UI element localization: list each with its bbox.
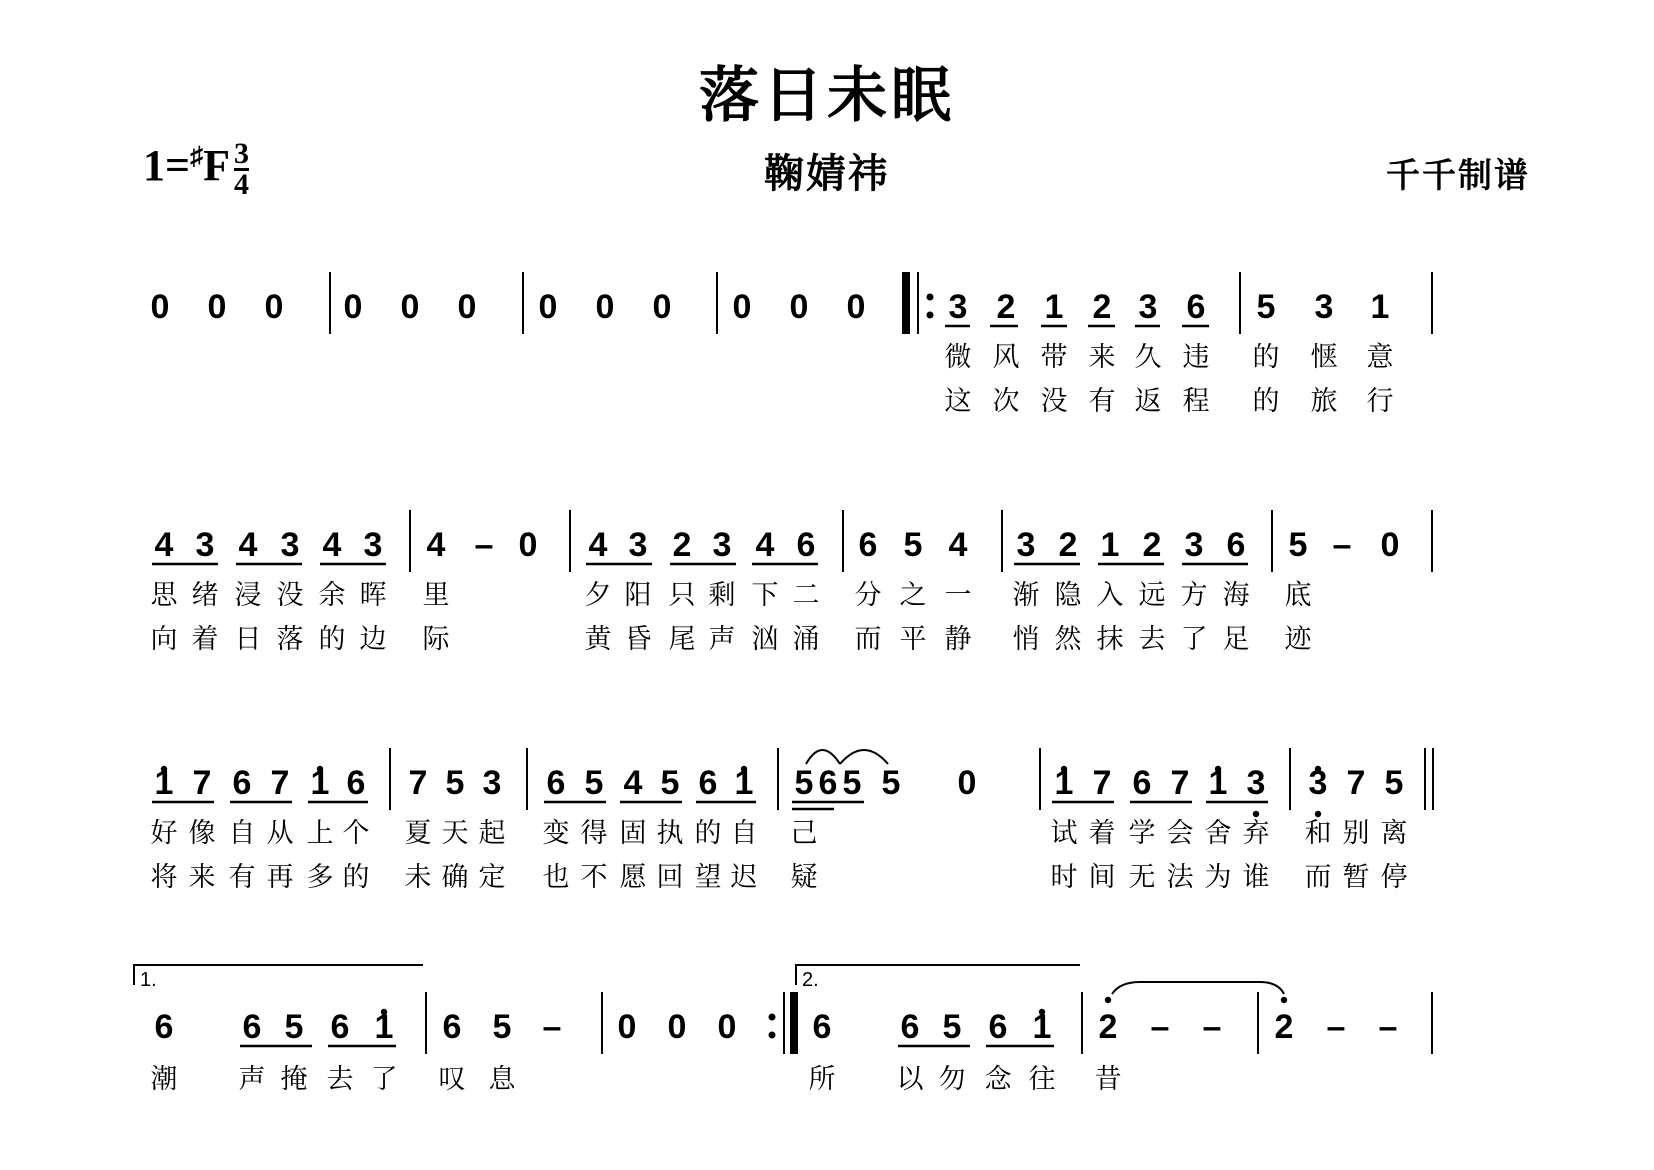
note: 0: [732, 288, 752, 326]
lyric-char: 别: [1342, 818, 1370, 849]
lyric-char: 回: [656, 862, 684, 893]
note: 5: [842, 764, 862, 802]
lyric-char: 像: [188, 818, 216, 849]
lyric-char: 次: [992, 386, 1020, 417]
lyric-char: 天: [441, 818, 469, 849]
note: 1: [310, 764, 330, 802]
note: 3: [1314, 288, 1334, 326]
lyric-char: 再: [266, 862, 294, 893]
lyric-char: 一: [944, 580, 972, 611]
lyric-char: 的: [318, 624, 346, 655]
note: 0: [400, 288, 420, 326]
note: 6: [546, 764, 566, 802]
lyric-char: 潮: [150, 1064, 178, 1095]
lyric-char: 愿: [619, 862, 647, 893]
lyric-char: 时: [1050, 862, 1078, 893]
lyric-char: 思: [150, 580, 178, 611]
lyric-char: 剩: [708, 580, 736, 611]
note: 6: [330, 1008, 350, 1046]
tie-slur: [806, 750, 840, 764]
high-octave-dot: [1105, 997, 1111, 1003]
lyric-char: 平: [899, 624, 927, 655]
note: 7: [1092, 764, 1112, 802]
lyric-char: 不: [580, 862, 608, 893]
lyric-char: 静: [944, 624, 972, 655]
note: 5: [492, 1008, 512, 1046]
lyric-char: 分: [854, 580, 882, 611]
note: 0: [957, 764, 977, 802]
lyric-char: 入: [1096, 580, 1124, 611]
note: 2: [1092, 288, 1112, 326]
lyric-char: 落: [276, 624, 304, 655]
lyric-char: 去: [326, 1064, 354, 1095]
note: 3: [363, 526, 383, 564]
note: –: [1332, 526, 1352, 564]
lyric-char: 来: [1088, 342, 1116, 373]
note: 0: [150, 288, 170, 326]
lyric-char: 将: [150, 862, 178, 893]
note: 6: [1186, 288, 1206, 326]
lyric-char: 际: [422, 624, 450, 655]
note: –: [474, 526, 494, 564]
lyric-char: 好: [150, 818, 178, 849]
note: 1: [734, 764, 754, 802]
note: 3: [280, 526, 300, 564]
note: 5: [445, 764, 465, 802]
lyric-char: 夏: [404, 818, 432, 849]
lyric-char: 未: [404, 862, 432, 893]
lyric-char: 无: [1128, 862, 1156, 893]
note: 0: [667, 1008, 687, 1046]
note: 4: [154, 526, 174, 564]
note: 5: [903, 526, 923, 564]
note: 7: [1346, 764, 1366, 802]
lyric-char: 的: [694, 818, 722, 849]
note: 7: [270, 764, 290, 802]
note: 4: [238, 526, 258, 564]
note: 3: [948, 288, 968, 326]
lyric-char: 然: [1054, 624, 1082, 655]
lyric-char: 声: [708, 624, 736, 655]
lyric-char: 带: [1040, 342, 1068, 373]
lyric-char: 起: [478, 818, 506, 849]
lyric-char: 黄: [584, 624, 612, 655]
note: 0: [617, 1008, 637, 1046]
lyric-char: 微: [944, 342, 972, 373]
lyric-char: 这: [944, 386, 972, 417]
lyric-char: 念: [984, 1064, 1012, 1095]
lyric-char: 从: [266, 818, 294, 849]
note: 5: [284, 1008, 304, 1046]
note: 3: [1184, 526, 1204, 564]
lyric-char: 只: [668, 580, 696, 611]
lyric-char: 和: [1304, 818, 1332, 849]
note: 4: [426, 526, 446, 564]
lyric-char: 足: [1222, 624, 1250, 655]
lyric-char: 着: [191, 624, 219, 655]
lyric-char: 执: [656, 818, 684, 849]
note: 5: [1288, 526, 1308, 564]
lyric-char: 余: [318, 580, 346, 611]
lyric-char: 有: [228, 862, 256, 893]
lyric-char: 而: [854, 624, 882, 655]
note: 0: [789, 288, 809, 326]
lyric-char: 没: [1040, 386, 1068, 417]
volta-label-2: 2.: [802, 969, 819, 991]
lyric-char: 固: [619, 818, 647, 849]
note: –: [1202, 1008, 1222, 1046]
lyric-char: 自: [730, 818, 758, 849]
singer-name: 鞠婧祎: [764, 151, 890, 197]
note: 5: [1384, 764, 1404, 802]
lyric-char: 望: [694, 862, 722, 893]
lyric-char: 多: [306, 862, 334, 893]
lyric-char: 没: [276, 580, 304, 611]
lyric-char: 之: [899, 580, 927, 611]
lyric-char: 得: [580, 818, 608, 849]
lyric-char: 了: [370, 1064, 398, 1095]
lyric-char: 违: [1182, 342, 1210, 373]
note: 5: [584, 764, 604, 802]
lyric-char: 以: [896, 1064, 924, 1095]
note: 6: [812, 1008, 832, 1046]
lyric-char: 远: [1138, 580, 1166, 611]
note: 2: [672, 526, 692, 564]
note: 3: [1246, 764, 1266, 802]
lyric-char: 渐: [1012, 580, 1040, 611]
low-octave-dot: [1253, 811, 1259, 817]
lyric-char: 定: [478, 862, 506, 893]
note: 2: [1142, 526, 1162, 564]
lyric-char: 为: [1204, 862, 1232, 893]
lyric-char: 抹: [1096, 624, 1124, 655]
lyric-char: 也: [542, 862, 570, 893]
lyric-char: 汹: [751, 624, 779, 655]
lyric-char: 有: [1088, 386, 1116, 417]
lyric-char: 方: [1180, 580, 1208, 611]
lyric-char: 昏: [624, 624, 652, 655]
note: 1: [154, 764, 174, 802]
lyric-char: 着: [1088, 818, 1116, 849]
key-prefix: 1=: [143, 141, 191, 190]
note: –: [1378, 1008, 1398, 1046]
lyric-char: 涌: [792, 624, 820, 655]
note: 0: [538, 288, 558, 326]
lyric-char: 疑: [790, 862, 818, 893]
note: 2: [996, 288, 1016, 326]
volta-label-1: 1.: [140, 969, 157, 991]
note: 7: [192, 764, 212, 802]
note: –: [542, 1008, 562, 1046]
lyric-char: 学: [1128, 818, 1156, 849]
lyric-char: 离: [1380, 818, 1408, 849]
note: 3: [1138, 288, 1158, 326]
lyric-char: 旅: [1310, 386, 1338, 417]
time-denominator: 4: [233, 168, 249, 202]
lyric-char: 的: [1252, 342, 1280, 373]
note: 1: [1044, 288, 1064, 326]
note: 4: [948, 526, 968, 564]
note: 1: [1054, 764, 1074, 802]
lyric-char: 暂: [1342, 862, 1370, 893]
note: 1: [1032, 1008, 1052, 1046]
lyric-char: 久: [1134, 342, 1162, 373]
note: 3: [195, 526, 215, 564]
lyric-char: 行: [1366, 386, 1394, 417]
high-octave-dot: [1281, 997, 1287, 1003]
note: 5: [660, 764, 680, 802]
lyric-char: 了: [1180, 624, 1208, 655]
note: 2: [1274, 1008, 1294, 1046]
note: 0: [343, 288, 363, 326]
lyric-char: 阳: [624, 580, 652, 611]
lyric-char: 浸: [234, 580, 262, 611]
lyric-char: 迹: [1284, 624, 1312, 655]
lyric-char: 返: [1134, 386, 1162, 417]
lyric-char: 夕: [584, 580, 612, 611]
lyric-char: 日: [234, 624, 262, 655]
note: 6: [154, 1008, 174, 1046]
lyric-char: 叹: [438, 1064, 466, 1095]
tie-slur: [840, 750, 888, 764]
note: 6: [698, 764, 718, 802]
lyric-char: 悄: [1012, 624, 1040, 655]
lyric-char: 边: [359, 624, 387, 655]
lyric-char: 程: [1182, 386, 1210, 417]
note: 0: [264, 288, 284, 326]
lyric-char: 自: [228, 818, 256, 849]
note: 3: [628, 526, 648, 564]
note: 1: [1370, 288, 1390, 326]
volta-bracket-2: [796, 965, 1080, 985]
note: 3: [1308, 764, 1328, 802]
note: 1: [374, 1008, 394, 1046]
lyric-char: 尾: [668, 624, 696, 655]
lyric-char: 上: [306, 818, 334, 849]
note: 6: [900, 1008, 920, 1046]
lyric-char: 下: [751, 580, 779, 611]
note: 0: [457, 288, 477, 326]
key-letter: F: [203, 141, 230, 190]
lyric-char: 风: [992, 342, 1020, 373]
note: 0: [846, 288, 866, 326]
note: 5: [881, 764, 901, 802]
lyric-char: 间: [1088, 862, 1116, 893]
note: 5: [794, 764, 814, 802]
note: 2: [1058, 526, 1078, 564]
note: 2: [1098, 1008, 1118, 1046]
note: 3: [482, 764, 502, 802]
lyric-char: 昔: [1094, 1064, 1122, 1095]
lyric-char: 勿: [938, 1064, 966, 1095]
repeat-dot: [769, 1032, 776, 1039]
note: 4: [623, 764, 643, 802]
lyric-char: 隐: [1054, 580, 1082, 611]
lyric-char: 谁: [1242, 862, 1270, 893]
note: 6: [442, 1008, 462, 1046]
repeat-dot: [769, 1014, 776, 1021]
lyric-char: 去: [1138, 624, 1166, 655]
lyric-char: 底: [1284, 580, 1312, 611]
repeat-dot: [927, 294, 934, 301]
lyric-char: 的: [1252, 386, 1280, 417]
note: 6: [796, 526, 816, 564]
lyric-char: 晖: [359, 580, 387, 611]
note: –: [1150, 1008, 1170, 1046]
arranger-credit: 千千制谱: [1386, 156, 1530, 196]
repeat-dot: [927, 312, 934, 319]
lyric-char: 试: [1050, 818, 1078, 849]
lyric-char: 向: [150, 624, 178, 655]
note: 5: [942, 1008, 962, 1046]
note: 0: [518, 526, 538, 564]
lyric-char: 己: [790, 818, 818, 849]
note: 6: [858, 526, 878, 564]
lyric-char: 里: [422, 580, 450, 611]
lyric-char: 弃: [1242, 818, 1270, 849]
note: 6: [242, 1008, 262, 1046]
lyric-char: 而: [1304, 862, 1332, 893]
lyric-char: 二: [792, 580, 820, 611]
note: 5: [1256, 288, 1276, 326]
note: 0: [717, 1008, 737, 1046]
lyric-char: 惬: [1310, 342, 1338, 373]
lyric-char: 所: [808, 1064, 836, 1095]
note: 4: [588, 526, 608, 564]
note: 6: [1226, 526, 1246, 564]
note: 1: [1208, 764, 1228, 802]
note: 4: [322, 526, 342, 564]
lyric-char: 变: [542, 818, 570, 849]
lyric-char: 海: [1222, 580, 1250, 611]
note: 6: [346, 764, 366, 802]
note: 6: [988, 1008, 1008, 1046]
note: 0: [207, 288, 227, 326]
note: 0: [595, 288, 615, 326]
lyric-char: 停: [1380, 862, 1408, 893]
note: 6: [1132, 764, 1152, 802]
lyric-char: 确: [441, 862, 469, 893]
lyric-char: 的: [342, 862, 370, 893]
sharp-symbol: ♯: [190, 141, 204, 171]
volta-bracket-1: [134, 965, 423, 985]
lyric-char: 来: [188, 862, 216, 893]
lyric-char: 舍: [1204, 818, 1232, 849]
lyric-char: 意: [1366, 342, 1394, 373]
song-title: 落日未眠: [699, 61, 955, 131]
lyric-char: 掩: [280, 1064, 308, 1095]
low-octave-dot: [1315, 811, 1321, 817]
lyric-char: 个: [342, 818, 370, 849]
lyric-char: 声: [238, 1064, 266, 1095]
note: 7: [408, 764, 428, 802]
note: 6: [232, 764, 252, 802]
note: 6: [818, 764, 838, 802]
note: 4: [755, 526, 775, 564]
lyric-char: 往: [1028, 1064, 1056, 1095]
note: 3: [712, 526, 732, 564]
note: 1: [1100, 526, 1120, 564]
time-numerator: 3: [233, 137, 249, 171]
note: 0: [652, 288, 672, 326]
lyric-char: 会: [1166, 818, 1194, 849]
note: 3: [1016, 526, 1036, 564]
note: 7: [1170, 764, 1190, 802]
lyric-char: 息: [488, 1064, 516, 1095]
lyric-char: 迟: [730, 862, 758, 893]
note: –: [1326, 1008, 1346, 1046]
note: 0: [1380, 526, 1400, 564]
lyric-char: 法: [1166, 862, 1194, 893]
lyric-char: 绪: [191, 580, 219, 611]
